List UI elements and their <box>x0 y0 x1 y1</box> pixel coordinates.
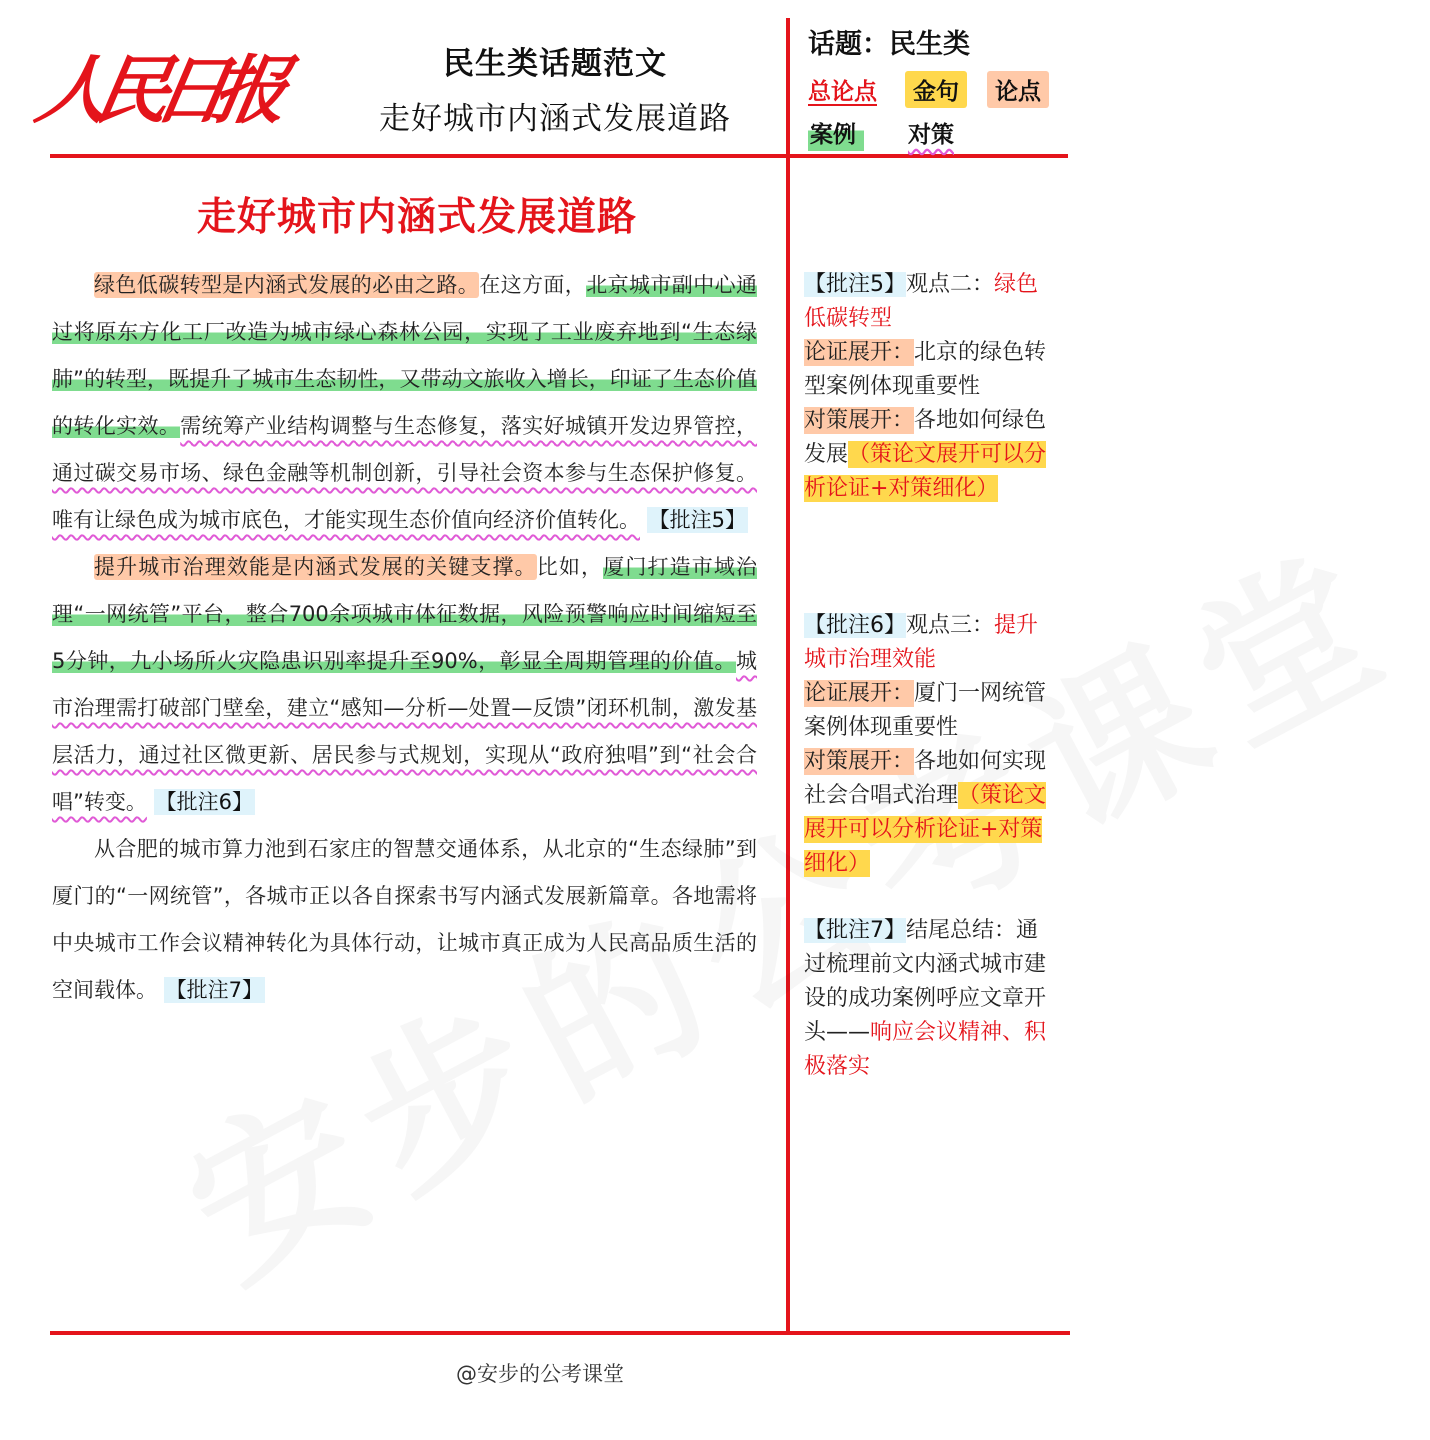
legend-topic: 话题：民生类 <box>808 29 970 60</box>
legend-summary-tag: 总论点 <box>808 79 877 105</box>
argument-label: 论证展开： <box>804 340 915 365</box>
summary-label: 结尾总结： <box>906 918 1017 943</box>
summary-text: 通过梳理前文内涵式城市建设的成功案例呼应文章开头—— <box>804 918 1047 1045</box>
masthead-title: 走好城市内涵式发展道路 <box>379 101 731 137</box>
paragraph-2 <box>52 544 757 826</box>
view-label: 观点三： <box>906 613 995 638</box>
peoples-daily-logo <box>30 32 296 136</box>
point-highlight: 提升城市治理效能是内涵式发展的关键支撑。 <box>94 555 537 579</box>
masthead-center <box>330 38 780 138</box>
legend-panel <box>808 22 1070 157</box>
topic-label: 民生类话题范文 <box>443 46 667 82</box>
lead-text: 在这方面， <box>479 273 587 297</box>
argument-text: 北京的绿色转型案例体现重要性 <box>804 340 1047 399</box>
article-title: 走好城市内涵式发展道路 <box>196 195 637 240</box>
side-note-6 <box>804 609 1060 881</box>
summary-emphasis: 响应会议精神、积极落实 <box>804 1020 1047 1079</box>
legend-point-tag: 论点 <box>987 71 1049 108</box>
legend-measure-tag: 对策 <box>908 122 954 148</box>
measure-text: 各地如何实现社会合唱式治理 <box>804 749 1047 808</box>
tip-text: （策论文展开可以分析论证+对策细化） <box>804 442 1047 501</box>
note-ref-6: 【批注6】 <box>155 790 253 814</box>
legend-case-tag: 案例 <box>808 114 864 151</box>
argument-text: 厦门一网统管案例体现重要性 <box>804 681 1047 740</box>
paragraph-3 <box>52 826 757 1014</box>
header-divider-vertical <box>786 18 790 1333</box>
measure-label: 对策展开： <box>804 408 915 433</box>
case-highlight: 厦门打造市域治理“一网统管”平台，整合700余项城市体征数据，风险预警响应时间缩短至5分钟，九小场所火灾隐患识别率提升至90%，彰显全周期管理的价值。 <box>52 555 758 673</box>
measure-text: 各地如何绿色发展 <box>804 408 1047 467</box>
view-text: 绿色低碳转型 <box>804 272 1039 331</box>
tip-text: （策论文展开可以分析论证+对策细化） <box>804 783 1047 876</box>
point-highlight: 绿色低碳转型是内涵式发展的必由之路。 <box>94 273 480 297</box>
footer-rule <box>50 1331 1070 1335</box>
note-ref-5: 【批注5】 <box>648 508 747 532</box>
note-ref-7: 【批注7】 <box>165 978 264 1002</box>
measure-underline: 城市治理需打破部门壁垒，建立“感知—分析—处置—反馈”闭环机制，激发基层活力，通过社区微更新、居民参与式规划，实现从“政府独唱”到“社会合唱”转变。 <box>52 649 757 814</box>
conclusion-text: 从合肥的城市算力池到石家庄的智慧交通体系，从北京的“生态绿肺”到厦门的“一网统管”，各城市正以各自探索书写内涵式发展新篇章。各地需将中央城市工作会议精神转化为具体行动，让城市真正成为人民高品质生活的空间载体。 <box>52 837 757 1002</box>
note-ref-label: 【批注7】 <box>804 918 906 943</box>
note-ref-label: 【批注5】 <box>804 272 906 297</box>
side-note-7 <box>804 914 1060 1084</box>
measure-label: 对策展开： <box>804 749 915 774</box>
measure-underline: 需统筹产业结构调整与生态修复，落实好城镇开发边界管控，通过碳交易市场、绿色金融等机制创新，引导社会资本参与生态保护修复。唯有让绿色成为城市底色，才能实现生态价值向经济价值转化。 <box>52 414 757 532</box>
lead-text: 比如， <box>536 555 604 579</box>
paragraph-1 <box>52 262 757 544</box>
footer-credit: @安步的公考课堂 <box>456 1362 624 1386</box>
article-body <box>52 262 757 1014</box>
view-text: 提升城市治理效能 <box>804 613 1039 672</box>
side-note-5 <box>804 268 1060 506</box>
view-label: 观点二： <box>906 272 995 297</box>
legend-golden-tag: 金句 <box>905 71 967 108</box>
svg-text:人民日报: 人民日报 <box>30 46 296 134</box>
argument-label: 论证展开： <box>804 681 915 706</box>
note-ref-label: 【批注6】 <box>804 613 906 638</box>
case-highlight: 北京城市副中心通过将原东方化工厂改造为城市绿心森林公园，实现了工业废弃地到“生态绿肺”的转型，既提升了城市生态韧性，又带动文旅收入增长，印证了生态价值的转化实效。 <box>52 273 758 438</box>
